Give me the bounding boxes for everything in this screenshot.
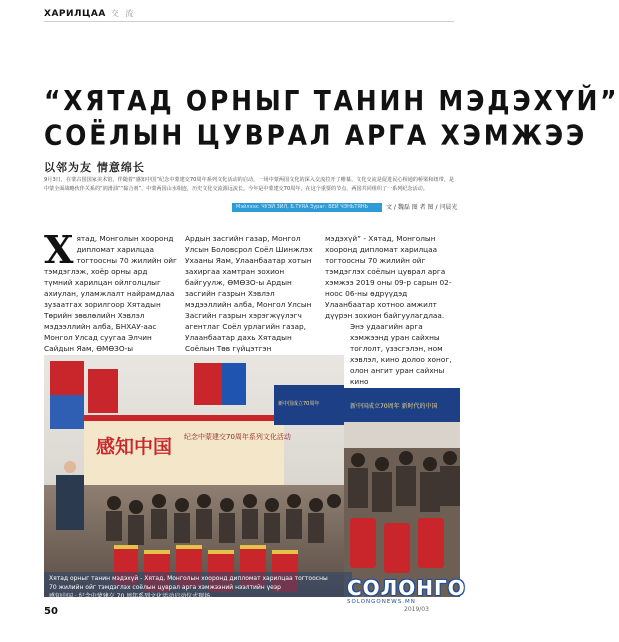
page-number: 50 <box>44 606 58 617</box>
right-banner-text-2: 新中国成立70周年 新时代的中国 <box>350 403 438 410</box>
article-subtitle: 以邻为友 情意绵长 <box>44 161 145 174</box>
section-header <box>44 8 135 19</box>
event-photo-right-illustration <box>344 388 466 600</box>
caption-line: Хятад орныг танин мэдэхүй - Хятад, Монголын хооронд дипломат харилцаа тогтоосны <box>49 575 328 582</box>
intro-paragraph: 9月3日，在蒙古国国家美术馆，伴随着“感知中国”纪念中蒙建交70周年系列文化活动的启动，一场中蒙两国文化的深入交流拉开了帷幕。文化交流是促进民心相通的桥梁和纽带，是中蒙全面战略伙伴关系的“润滑油”“黏合剂”，中蒙两国山水相连，历史文化交流源远流长。今年是中蒙建交70周年，在这个重要的节点，两国共同组织了一系列纪念活动。 <box>44 177 454 192</box>
body-column-1 <box>44 227 178 354</box>
event-photo-illustration <box>44 355 344 597</box>
credit-text: 文 / 魏磊 图 者 图 / 闫晨光 <box>386 204 458 211</box>
credit-bar: Мэйлээх: ЧУЭЙ ЗИЛ, Б.ТУЯА Зураг: ВЕЙ ЧЭНЬТЯНЬ <box>232 203 382 212</box>
footer-issue: 2019/03 <box>404 606 429 613</box>
body-text: Энэ удаагийн арга хэмжээнд уран сайхны тоглолт, үзэсгэлэн, ном хэвлэл, кино долоо хоног, олон ангит уран сайхны кино <box>350 322 452 386</box>
caption-line: 感知中国 · 纪念中蒙建交 70 周年系列文化活动启动仪式现场。 <box>49 593 217 600</box>
photo-caption <box>49 574 349 601</box>
drop-cap: Х <box>44 227 74 272</box>
body-text: Ардын засгийн газар, Монгол Улсын Боловсрол Соёл Шинжлэх Ухааны Яам, Улаанбаатар хотын захиргаа хамтран зохион байгуулж, ӨМӨЗО-ы Ардын засгийн газрын Хэвлэл мэдээллийн алба, Монгол Улсын Засгийн газрын хэрэгжүүлэгч агентлаг Соёл урлагийн газар, Улаанбаатар дахь Хятадын Соёлын Төв гүйцэтгэн <box>185 234 313 353</box>
banner-sub-text: 纪念中蒙建交70周年系列文化活动 <box>184 433 291 441</box>
caption-line: 70 жилийн ойг тэмдэглэх соёлын цуврал арга хэмжээний нээлтийн үеэр <box>49 584 281 591</box>
body-text: ятад, Монголын хооронд дипломат харилцаа тогтоосны 70 жилийн ойг тэмдэглэж, хоёр орны ард түмний харилцан ойлголцлыг ахиулан, уламжлалт найрамдлаа зузаатгах зорилгоор Хятадын Төрийн зөвлөлийн Хэвлэл мэдээллийн алба, БНХАУ-аас Монгол Улсад суугаа Элчин Сайдын Яам, ӨМӨЗО-ы <box>44 234 177 353</box>
body-column-3 <box>325 233 459 321</box>
logo-name: СОЛОНГО <box>347 576 466 600</box>
section-sublabel: 交 流 <box>110 9 136 18</box>
right-banner-text: 新中国成立70周年 <box>278 401 320 407</box>
solongo-logo <box>347 576 466 606</box>
header-rule <box>44 21 454 22</box>
title-line-1: “ХЯТАД ОРНЫГ ТАНИН МЭДЭХҮЙ” <box>44 84 619 117</box>
event-photo-right <box>344 388 466 600</box>
banner-main-text: 感知中国 <box>96 436 173 458</box>
event-photo <box>44 355 344 597</box>
section-label: ХАРИЛЦАА <box>44 8 106 19</box>
logo-url: SOLONGONEWS.MN <box>347 599 416 605</box>
body-text: мэдэхүй” - Хятад, Монголын хооронд дипломат харилцаа тогтоосны 70 жилийн ойг тэмдэглэх соёлын цуврал арга хэмжээ 2019 оны 09-р сарын 02-ноос 06-ны өдрүүдэд Улаанбаатар хотноо амжилт дүүрэн зохион байгуулагдлаа. <box>325 234 452 320</box>
article-title <box>44 83 619 152</box>
title-line-2: СОЁЛЫН ЦУВРАЛ АРГА ХЭМЖЭЭ <box>44 118 588 152</box>
body-column-3-continued <box>350 321 460 387</box>
